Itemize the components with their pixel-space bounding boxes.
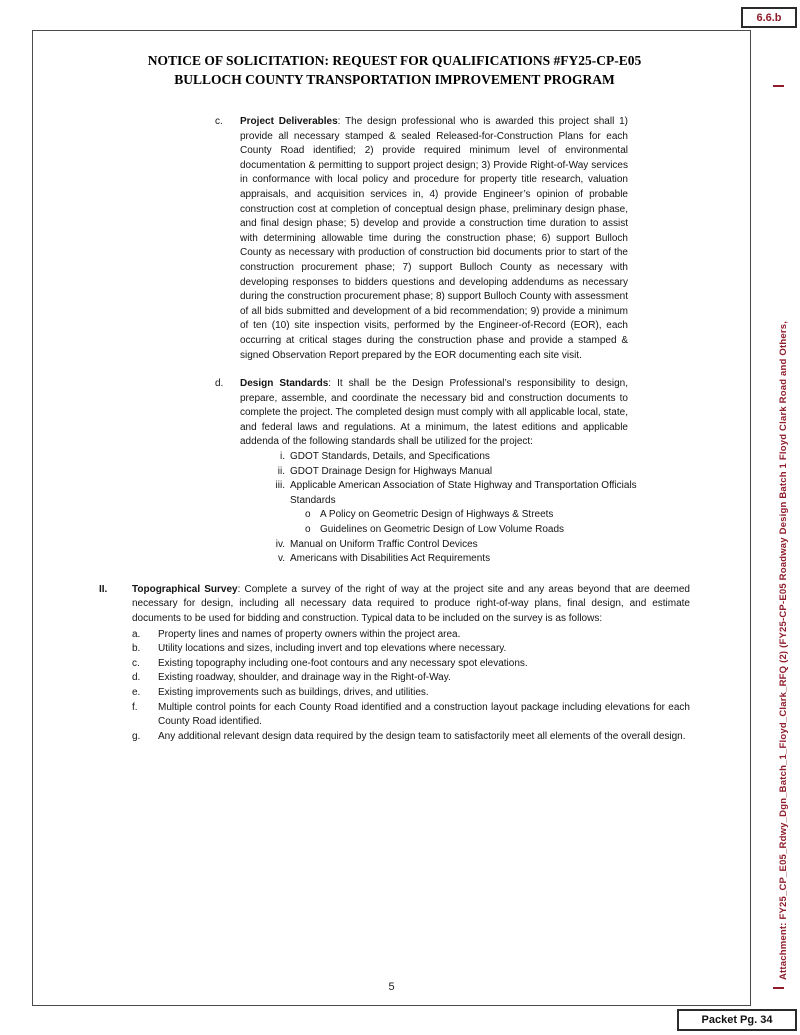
packet-page-badge [677, 1009, 797, 1031]
survey-item-f-text: Multiple control points for each County Road identified and a construction layout package including elevations for each County Road identified. [158, 701, 690, 728]
list-item-c-project-deliverables [215, 115, 628, 363]
standards-item-iii-text: Applicable American Association of State Highway and Transportation Officials Standards [290, 480, 637, 506]
standards-subitem-2-text: Guidelines on Geometric Design of Low Volume Roads [320, 524, 565, 536]
survey-item-c-label: c. [132, 657, 140, 669]
survey-item-g [132, 730, 690, 745]
survey-item-b [132, 642, 690, 657]
item-d-heading: Design Standards [240, 378, 329, 390]
standards-item-v [240, 552, 670, 567]
survey-item-d-label: d. [132, 672, 141, 684]
survey-item-g-label: g. [132, 730, 141, 742]
survey-item-e-label: e. [132, 686, 141, 698]
survey-item-a-text: Property lines and names of property owners within the project area. [158, 628, 461, 640]
survey-item-b-text: Utility locations and sizes, including invert and top elevations where necessary. [158, 643, 507, 655]
survey-item-b-label: b. [132, 643, 141, 655]
standards-item-iii-label: iii. [275, 480, 285, 492]
survey-item-e [132, 686, 690, 701]
survey-item-f [132, 701, 690, 730]
agenda-item-tag [741, 7, 797, 28]
standards-subitem-2-bullet: o [305, 524, 311, 536]
standards-item-iii-body [290, 479, 670, 537]
standards-item-ii [240, 465, 670, 480]
standards-subitem-1-bullet: o [305, 509, 311, 521]
survey-item-a-label: a. [132, 628, 141, 640]
survey-item-g-text: Any additional relevant design data required by the design team to satisfactorily meet all elements of the overall design. [158, 730, 686, 742]
standards-subitem-1-text: A Policy on Geometric Design of Highways & Streets [320, 509, 554, 521]
sidebar-bottom-tick [773, 987, 784, 989]
item-c-label: c. [215, 116, 223, 127]
survey-item-a [132, 628, 690, 643]
survey-item-e-text: Existing improvements such as buildings, drives, and utilities. [158, 686, 429, 698]
section-ii-text: : Complete a survey of the right of way at the project site and any areas beyond that are deemed necessary for design, including all necessary data required to produce right-of-way plans, final design, and estimate documents to be used for bidding and construction. Typical data to be included on the survey is as follows: [132, 583, 690, 624]
item-c-body [240, 115, 628, 363]
section-ii-heading: Topographical Survey [132, 583, 238, 595]
agenda-item-tag-label: 6.6.b [756, 11, 782, 24]
standards-item-i-label: i. [280, 451, 285, 463]
standards-item-v-label: v. [277, 553, 285, 565]
item-c-text: : The design professional who is awarded this project shall 1) provide all necessary stamped & sealed Released-for-Construction Plans for each County Road identified; 2) provide required minimum level of environmental documentation & permitting to support project design; 3) Provide Right-of-Way services in conformance with local policy and procedure for property title research, valuation appraisals, and acquisition services in, 4) provide Engineer’s opinion of probable construction cost at completion of conceptual design phase, preliminary design phase, and final design phase; 5) develop and provide a construction time duration to assist with determining allowable time during the construction phase; 6) support Bulloch County as necessary with production of construction bid documents prior to start of the construction procurement phase; 7) support Bulloch County as necessary with developing responses to bidders questions and developing addendums as necessary during the construction procurement phase; 8) support Bulloch County with assessment of all bids submitted and development of a bid recommendation; 9) provide a minimum of ten (10) site inspection visits, performed by the Engineer-of-Record (EOR), each occurring at critical stages during the construction phase and provide a stamped & signed Observation Report prepared by the EOR documenting each site visit. [240, 116, 629, 361]
standards-item-v-text: Americans with Disabilities Act Requirements [290, 553, 491, 565]
sidebar-top-tick [773, 85, 784, 87]
standards-item-iv-label: iv. [275, 538, 285, 550]
standards-list [240, 450, 670, 567]
document-title [89, 51, 700, 89]
list-item-d-design-standards [215, 377, 637, 567]
survey-item-d [132, 671, 690, 686]
title-line-1: NOTICE OF SOLICITATION: REQUEST FOR QUALIFICATIONS #FY25-CP-E05 [147, 53, 642, 68]
standards-item-ii-label: ii. [277, 465, 285, 477]
survey-item-f-label: f. [132, 701, 138, 713]
standards-item-iii [240, 479, 670, 537]
item-c-heading: Project Deliverables [240, 116, 338, 127]
item-d-label: d. [215, 378, 224, 390]
survey-item-c [132, 657, 690, 672]
survey-item-d-text: Existing roadway, shoulder, and drainage way in the Right-of-Way. [158, 672, 451, 684]
page-number: 5 [388, 981, 395, 994]
section-ii-topographical-survey [99, 583, 690, 745]
standards-item-i-text: GDOT Standards, Details, and Specifications [290, 451, 490, 463]
title-line-2: BULLOCH COUNTY TRANSPORTATION IMPROVEMENT PROGRAM [174, 72, 615, 87]
section-ii-body [132, 583, 690, 745]
standards-item-iv-text: Manual on Uniform Traffic Control Devices [290, 538, 478, 550]
page-frame [32, 30, 751, 1006]
section-ii-label: II. [99, 583, 108, 595]
survey-item-c-text: Existing topography including one-foot contours and any necessary spot elevations. [158, 657, 528, 669]
standards-item-ii-text: GDOT Drainage Design for Highways Manual [290, 465, 493, 477]
attachment-sidebar-label: Attachment: FY25_CP_E05_Rdwy_Dgn_Batch_1_Floyd_Clark_RFQ (2) (FY25-CP-E05 Roadway Design Batch 1 Floyd Clark Road and Others, [778, 320, 789, 980]
standards-item-iv [240, 538, 670, 553]
standards-item-i [240, 450, 670, 465]
survey-data-list [132, 628, 690, 745]
standards-subitem-2 [305, 523, 670, 538]
standards-subitem-1 [305, 508, 670, 523]
item-d-body [240, 377, 637, 567]
item-d-text: : It shall be the Design Professional’s responsibility to design, prepare, assemble, and coordinate the necessary bid and construction documents to complete the project. The completed design must comply with all applicable local, state, and federal laws and regulations. At a minimum, the latest editions and applicable addenda of the following standards shall be utilized for the project: [240, 378, 628, 448]
packet-page-label: Packet Pg. 34 [701, 1014, 773, 1026]
attachment-sidebar-text [778, 96, 789, 980]
